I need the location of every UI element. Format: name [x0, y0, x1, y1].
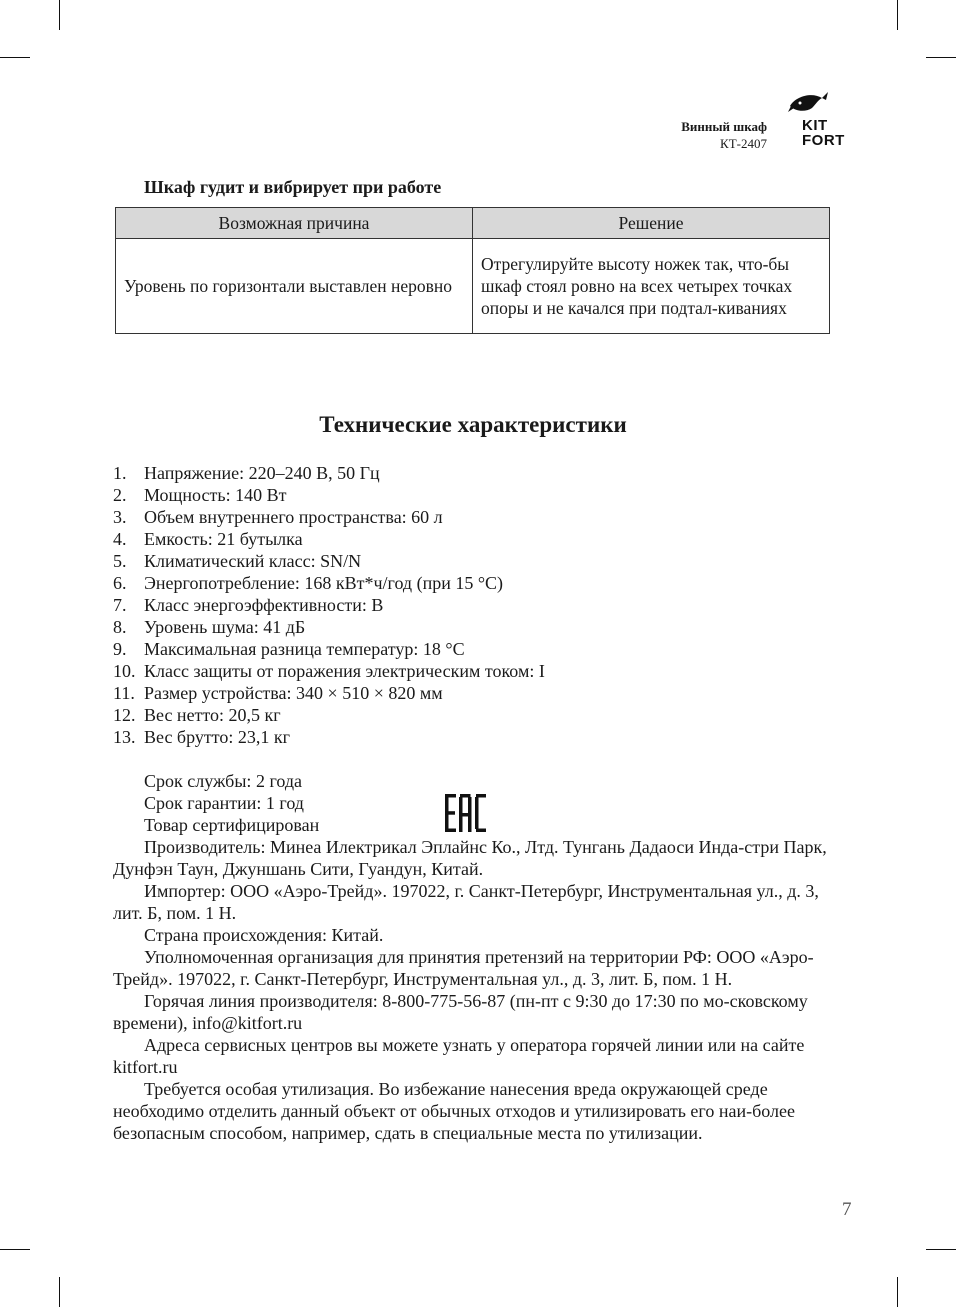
crop-mark — [59, 0, 60, 30]
item-number: 10. — [113, 661, 136, 681]
page-number: 7 — [842, 1199, 852, 1220]
item-number: 5. — [113, 551, 127, 571]
column-header-solution: Решение — [473, 208, 830, 239]
item-text: Климатический класс: SN/N — [144, 551, 362, 571]
item-number: 1. — [113, 463, 127, 483]
cause-cell: Уровень по горизонтали выставлен неровно — [116, 239, 473, 334]
item-number: 7. — [113, 595, 127, 615]
importer-text: Импортер: ООО «Аэро-Трейд». 197022, г. Санкт-Петербург, Инструментальная ул., д. 3, лит. Б, пом. 1 Н. — [113, 881, 819, 923]
list-item — [113, 704, 833, 726]
page-header — [681, 118, 767, 152]
list-item — [113, 682, 833, 704]
eac-mark-icon — [444, 793, 488, 833]
troubleshooting-title: Шкаф гудит и вибрирует при работе — [144, 177, 442, 197]
column-header-cause: Возможная причина — [116, 208, 473, 239]
item-number: 6. — [113, 573, 127, 593]
item-text: Энергопотребление: 168 кВт*ч/год (при 15 °С) — [144, 573, 504, 593]
list-item — [113, 660, 833, 682]
crop-mark — [0, 1249, 30, 1250]
origin-text: Страна происхождения: Китай. — [144, 925, 384, 945]
crop-mark — [0, 57, 30, 58]
crop-mark — [59, 1277, 60, 1307]
item-text: Емкость: 21 бутылка — [144, 529, 303, 549]
item-number: 12. — [113, 705, 136, 725]
service-life-text: Срок службы: 2 года — [144, 771, 303, 791]
item-text: Класс защиты от поражения электрическим током: I — [144, 661, 545, 681]
list-item — [113, 484, 833, 506]
specs-list — [113, 462, 833, 748]
list-item — [113, 550, 833, 572]
item-text: Класс энергоэффективности: В — [144, 595, 384, 615]
item-text: Размер устройства: 340 × 510 × 820 мм — [144, 683, 443, 703]
item-text: Вес брутто: 23,1 кг — [144, 727, 290, 747]
kitfort-logo-icon — [786, 88, 846, 118]
item-number: 4. — [113, 529, 127, 549]
crop-mark — [926, 57, 956, 58]
manufacturer-text: Производитель: Минеа Илектрикал Эплайнс Ко., Лтд. Тунгань Дадаоси Инда-стри Парк, Дунфэн Таун, Джуншань Сити, Гуандун, Китай. — [113, 837, 827, 879]
warranty-text: Срок гарантии: 1 год — [144, 793, 304, 813]
item-number: 8. — [113, 617, 127, 637]
table-row — [116, 239, 830, 334]
model-number: КТ-2407 — [720, 136, 767, 151]
list-item — [113, 462, 833, 484]
list-item — [113, 616, 833, 638]
troubleshooting-table — [115, 207, 830, 334]
item-text: Напряжение: 220–240 В, 50 Гц — [144, 463, 380, 483]
list-item — [113, 528, 833, 550]
brand-logo-text — [802, 118, 845, 148]
item-number: 13. — [113, 727, 136, 747]
item-number: 2. — [113, 485, 127, 505]
item-text: Вес нетто: 20,5 кг — [144, 705, 281, 725]
item-number: 3. — [113, 507, 127, 527]
logo-line-1: KIT — [802, 117, 828, 134]
list-item — [113, 506, 833, 528]
crop-mark — [926, 1249, 956, 1250]
service-centers-text: Адреса сервисных центров вы можете узнать у оператора горячей линии или на сайте kitfort.ru — [113, 1035, 805, 1077]
certified-text: Товар сертифицирован — [144, 815, 320, 835]
list-item — [113, 726, 833, 748]
item-text: Максимальная разница температур: 18 °С — [144, 639, 465, 659]
item-number: 11. — [113, 683, 135, 703]
logo-line-2: FORT — [802, 132, 845, 149]
crop-mark — [897, 1277, 898, 1307]
solution-cell: Отрегулируйте высоту ножек так, что-бы шкаф стоял ровно на всех четырех точках опоры и не качался при подтал-киваниях — [473, 239, 830, 334]
list-item — [113, 572, 833, 594]
disposal-text: Требуется особая утилизация. Во избежание нанесения вреда окружающей среде необходимо отделить данный объект от обычных отходов и утилизировать его наи-более безопасным способом, например, сдать в специальные места по утилизации. — [113, 1079, 795, 1143]
item-text: Уровень шума: 41 дБ — [144, 617, 306, 637]
hotline-text: Горячая линия производителя: 8-800-775-56-87 (пн-пт с 9:30 до 17:30 по мо-сковскому времени), info@kitfort.ru — [113, 991, 808, 1033]
authorized-org-text: Уполномоченная организация для принятия претензий на территории РФ: ООО «Аэро-Трейд». 197022, г. Санкт-Петербург, Инструментальная ул., д. 3, лит. Б, пом. 1 Н. — [113, 947, 814, 989]
list-item — [113, 594, 833, 616]
item-number: 9. — [113, 639, 127, 659]
item-text: Объем внутреннего пространства: 60 л — [144, 507, 443, 527]
table-header-row — [116, 208, 830, 239]
specs-title: Технические характеристики — [319, 412, 627, 437]
product-name: Винный шкаф — [681, 119, 767, 134]
list-item — [113, 638, 833, 660]
item-text: Мощность: 140 Вт — [144, 485, 287, 505]
crop-mark — [897, 0, 898, 30]
